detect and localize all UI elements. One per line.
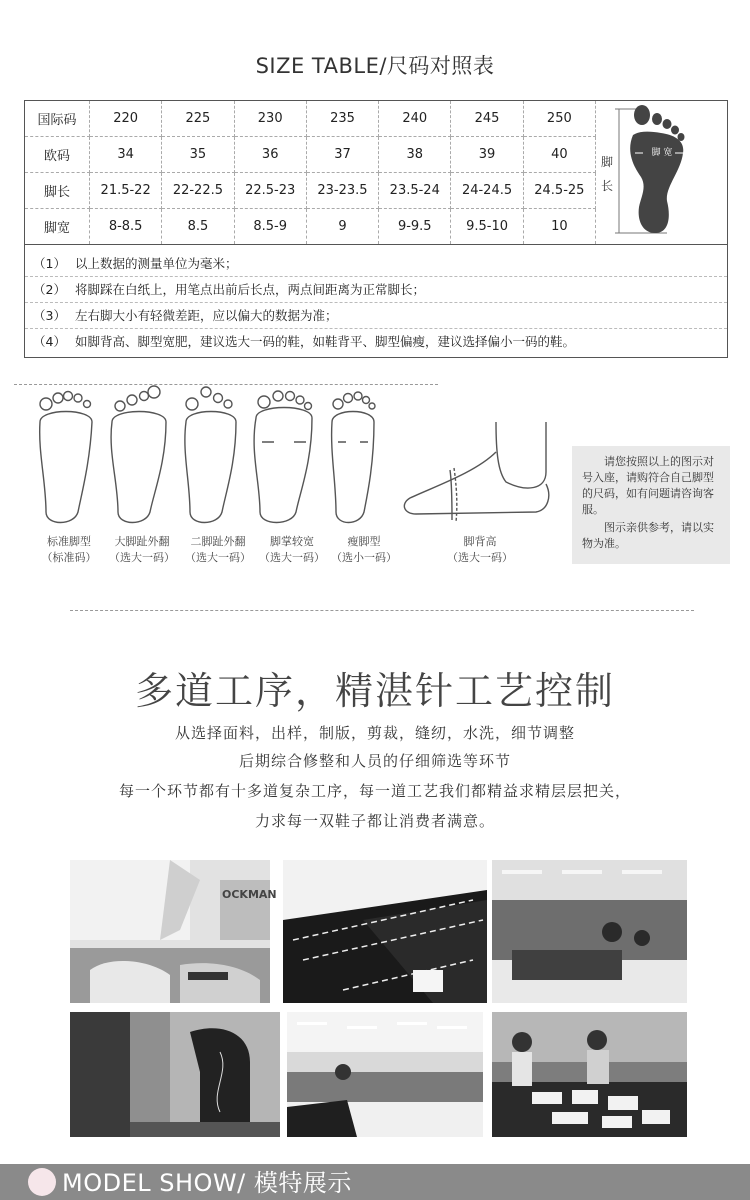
table-cell: 37 [306, 137, 378, 173]
foot-type-illustrations [30, 382, 430, 532]
note-number: （3） [33, 308, 66, 323]
photo-stitching [283, 860, 487, 1003]
table-cell: 225 [162, 101, 234, 137]
table-cell: 22-22.5 [162, 173, 234, 209]
note-text: 以上数据的测量单位为毫米； [75, 256, 238, 271]
table-cell: 24.5-25 [523, 173, 595, 209]
note-text: 将脚踩在白纸上，用笔点出前后长点，两点间距离为正常脚长； [75, 282, 426, 297]
craft-title: 多道工序，精湛针工艺控制 [134, 669, 615, 713]
note-item [25, 277, 727, 303]
table-row [25, 173, 596, 209]
photo-factory-floor [492, 860, 687, 1003]
note-number: （1） [33, 256, 66, 271]
photo-sewing-machine [70, 1012, 280, 1137]
note-item [25, 329, 727, 354]
production-line-image [287, 1012, 483, 1137]
table-cell: 8.5-9 [234, 209, 306, 245]
model-show-dot-icon [28, 1168, 56, 1196]
foot-type-label [104, 534, 180, 566]
table-cell: 240 [379, 101, 451, 137]
foot-length-label-1: 脚 [601, 155, 614, 169]
factory-image [492, 860, 687, 1003]
row-label: 脚长 [25, 173, 90, 209]
foot-measure-diagram [597, 101, 727, 243]
table-cell: 230 [234, 101, 306, 137]
foot-type-label [256, 534, 328, 566]
foot-outlines-icon [30, 382, 430, 532]
note-text: 左右脚大小有轻微差距，应以偏大的数据为准； [75, 308, 338, 323]
pattern-paper-text: OCKMAN [222, 888, 277, 901]
row-label: 脚宽 [25, 209, 90, 245]
foot-type-advice: （选大一码） [259, 551, 325, 564]
pattern-paper-image [70, 860, 270, 1003]
footprint-icon [597, 101, 727, 243]
table-cell: 10 [523, 209, 595, 245]
foot-type-name: 脚背高 [463, 535, 497, 548]
foot-type-labels [38, 534, 428, 570]
table-cell: 8-8.5 [90, 209, 162, 245]
table-row [25, 209, 596, 245]
note-number: （2） [33, 282, 66, 297]
size-table-title: SIZE TABLE/尺码对照表 [255, 54, 495, 78]
section-divider [70, 610, 694, 611]
table-cell: 40 [523, 137, 595, 173]
table-cell: 235 [306, 101, 378, 137]
table-cell: 245 [451, 101, 523, 137]
note-item [25, 303, 727, 329]
foot-type-label [330, 534, 398, 566]
foot-type-name: 二脚趾外翻 [190, 535, 246, 548]
craft-description-line: 后期综合修整和人员的仔细筛选等环节 [238, 752, 511, 770]
sewing-machine-image [70, 1012, 280, 1137]
advice-box [572, 446, 730, 564]
stitching-image [283, 860, 487, 1003]
table-cell: 9-9.5 [379, 209, 451, 245]
advice-text: 请您按照以上的图示对号入座，请购符合自己脚型的尺码，如有问题请咨询客服。 [582, 455, 714, 516]
model-show-heading: MODEL SHOW/ 模特展示 [62, 1169, 352, 1197]
foot-type-advice: （选大一码） [447, 551, 513, 564]
high-instep-illustration [396, 412, 556, 532]
advice-text: 图示亲供参考，请以实物为准。 [582, 521, 714, 550]
foot-type-name: 标准脚型 [47, 535, 91, 548]
foot-type-name: 瘦脚型 [347, 535, 381, 548]
row-label: 国际码 [25, 101, 90, 137]
table-cell: 8.5 [162, 209, 234, 245]
cutting-room-image [492, 1012, 687, 1137]
table-cell: 220 [90, 101, 162, 137]
table-cell: 39 [451, 137, 523, 173]
foot-type-advice: （选大一码） [109, 551, 175, 564]
photo-production-line [287, 1012, 483, 1137]
foot-length-label-2: 长 [601, 179, 614, 193]
table-cell: 9.5-10 [451, 209, 523, 245]
note-number: （4） [33, 334, 66, 349]
foot-side-icon [396, 412, 556, 532]
size-table [24, 100, 728, 358]
foot-type-label [38, 534, 100, 566]
table-cell: 21.5-22 [90, 173, 162, 209]
foot-type-label [182, 534, 254, 566]
foot-width-label: 脚 宽 [651, 148, 673, 158]
row-label: 欧码 [25, 137, 90, 173]
table-cell: 35 [162, 137, 234, 173]
table-cell: 38 [379, 137, 451, 173]
table-row [25, 101, 596, 137]
foot-type-name: 大脚趾外翻 [114, 535, 170, 548]
craft-description-line: 每一个环节都有十多道复杂工序，每一道工艺我们都精益求精层层把关， [118, 782, 631, 800]
table-cell: 24-24.5 [451, 173, 523, 209]
foot-type-name: 脚掌较宽 [270, 535, 314, 548]
table-cell: 36 [234, 137, 306, 173]
table-cell: 23-23.5 [306, 173, 378, 209]
note-item [25, 251, 727, 277]
table-cell: 22.5-23 [234, 173, 306, 209]
table-cell: 23.5-24 [379, 173, 451, 209]
photo-pattern-drafting [70, 860, 277, 1003]
photo-cutting-room [492, 1012, 687, 1137]
note-text: 如脚背高、脚型宽肥，建议选大一码的鞋，如鞋背平、脚型偏瘦，建议选择偏小一码的鞋。 [75, 334, 576, 349]
craft-description-line: 从选择面料，出样，制版，剪裁，缝纫，水洗，细节调整 [174, 724, 575, 742]
table-cell: 250 [523, 101, 595, 137]
table-cell: 34 [90, 137, 162, 173]
foot-type-label [440, 534, 520, 566]
craft-description-line: 力求每一双鞋子都让消费者满意。 [254, 812, 495, 830]
table-cell: 9 [306, 209, 378, 245]
foot-type-advice: （选大一码） [185, 551, 251, 564]
foot-type-advice: （标准码） [41, 551, 97, 564]
size-notes [25, 244, 727, 354]
foot-type-advice: （选小一码） [331, 551, 397, 564]
table-row [25, 137, 596, 173]
size-grid [25, 101, 596, 244]
